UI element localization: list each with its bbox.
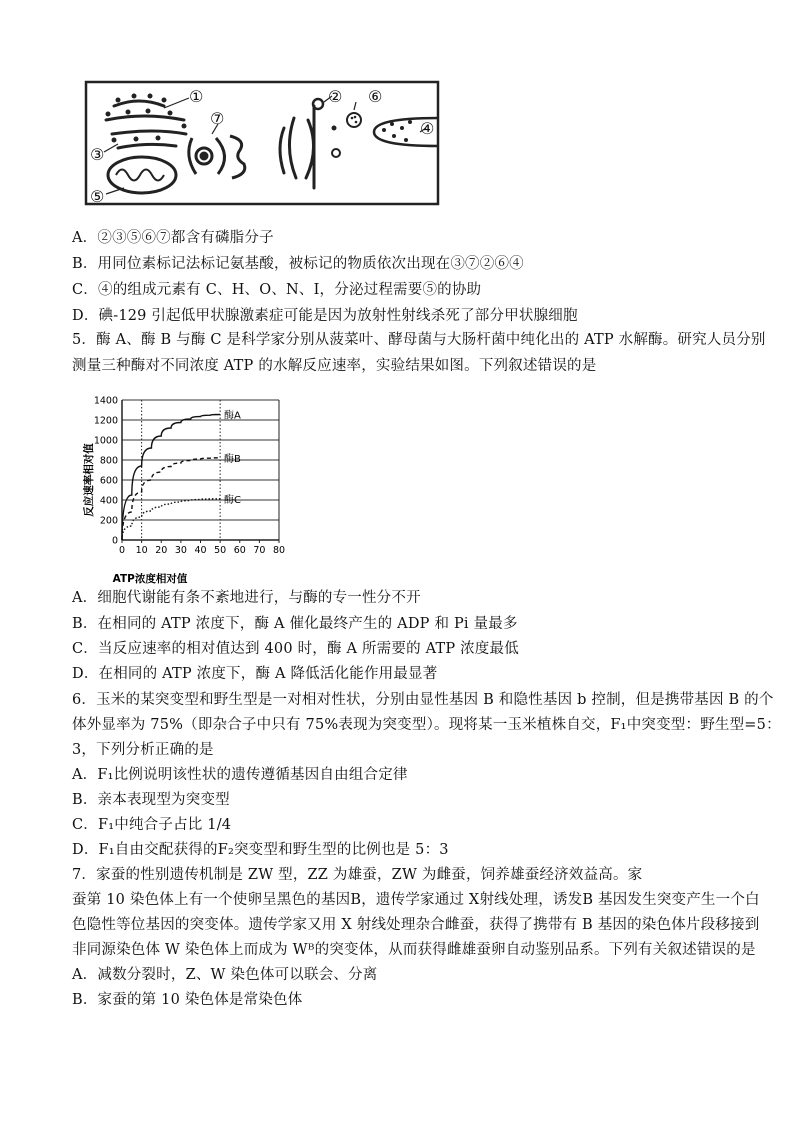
q6-stem-line-2: 体外显率为 75%（即杂合子中只有 75%表现为突变型）。现将某一玉米植株自交，F₁中突变型：野生型=5： [72, 717, 781, 733]
chart-xtick-label: 80 [272, 545, 286, 556]
q7-stem-line-1: 7．家蚕的性别遗传机制是 ZW 型，ZZ 为雄蚕，ZW 为雌蚕，饲养雄蚕经济效益高。家 [72, 867, 643, 883]
q6-option-d: D．F₁自由交配获得的F₂突变型和野生型的比例也是 5：3 [72, 842, 449, 858]
label-2: ② [328, 87, 343, 106]
chart-series-line [122, 499, 220, 540]
mitochondrion [108, 157, 176, 193]
chart-ytick-label: 1200 [93, 415, 118, 427]
q5-option-d: D．在相同的 ATP 浓度下，酶 A 降低活化能作用最显著 [72, 666, 438, 682]
label-5: ⑤ [90, 187, 105, 206]
chart-ytick-label: 200 [99, 515, 118, 527]
chart-xtick-label: 50 [214, 545, 227, 556]
chart-xtick-label: 20 [155, 545, 168, 556]
q6-option-c: C．F₁中纯合子占比 1/4 [72, 817, 232, 833]
chart-series-label: 酶A [224, 410, 241, 422]
chart-xtick-label: 70 [253, 545, 266, 556]
q4-option-d: D．碘-129 引起低甲状腺激素症可能是因为放射性射线杀死了部分甲状腺细胞 [72, 308, 578, 324]
q7-option-a: A．减数分裂时，Z、W 染色体可以联会、分离 [72, 967, 378, 983]
q7-option-b: B．家蚕的第 10 染色体是常染色体 [72, 992, 303, 1008]
chart-ytick-label: 600 [99, 475, 118, 487]
chart-ytick-label: 400 [99, 495, 118, 507]
label-3: ③ [90, 145, 105, 164]
q5-stem-line-2: 测量三种酶对不同浓度 ATP 的水解反应速率，实验结果如图。下列叙述错误的是 [72, 358, 597, 374]
q6-stem-line-1: 6．玉米的某突变型和野生型是一对相对性状，分别由显性基因 B 和隐性基因 b 控制，但是携带基因 B 的个 [72, 692, 774, 708]
q5-option-a: A．细胞代谢能有条不紊地进行，与酶的专一性分不开 [72, 590, 421, 606]
q6-option-a: A．F₁比例说明该性状的遗传遵循基因自由组合定律 [72, 767, 408, 783]
golgi-like-organelle [189, 136, 245, 178]
chart-ytick-label: 1400 [93, 395, 118, 407]
chart-series-label: 酶C [224, 494, 242, 506]
golgi-apparatus [280, 106, 314, 188]
chart-ytick-label: 800 [99, 455, 118, 467]
chart-series-label: 酶B [224, 453, 241, 465]
chart-ytick-label: 0 [111, 535, 118, 547]
chart-xlabel: ATP浓度相对值 [112, 573, 188, 585]
chart-xtick-label: 10 [135, 545, 148, 556]
chart-xtick-label: 60 [233, 545, 246, 556]
q4-option-c: C．④的组成元素有 C、H、O、N、I，分泌过程需要⑤的协助 [72, 282, 482, 298]
label-4: ④ [420, 119, 435, 138]
q5-option-b: B．在相同的 ATP 浓度下，酶 A 催化最终产生的 ADP 和 Pi 量最多 [72, 616, 518, 632]
chart-xtick-label: 40 [194, 545, 207, 556]
chart-series-line [122, 415, 220, 541]
chart-xtick-label: 30 [174, 545, 187, 556]
chart-ylabel: 反应速率相对值 [83, 443, 95, 517]
cell-organelle-figure [84, 78, 442, 208]
label-7: ⑦ [210, 109, 225, 128]
q5-option-c: C．当反应速率的相对值达到 400 时，酶 A 所需要的 ATP 浓度最低 [72, 641, 519, 657]
chart-xtick-label: 0 [118, 545, 126, 556]
q4-option-b: B．用同位素标记法标记氨基酸，被标记的物质依次出现在③⑦②⑥④ [72, 256, 524, 272]
q7-stem-line-4: 非同源染色体 W 染色体上而成为 Wᴮ的突变体，从而获得雌雄蚕卵自动鉴别品系。下列有关叙述错误的是 [72, 942, 756, 958]
enzyme-rate-chart [80, 390, 295, 585]
q6-stem-line-3: 3，下列分析正确的是 [72, 742, 214, 758]
q7-stem-line-3: 色隐性等位基因的突变体。遗传学家又用 X 射线处理杂合雌蚕，获得了携带有 B 基因的染色体片段移接到 [72, 917, 760, 933]
q6-option-b: B．亲本表现型为突变型 [72, 792, 230, 808]
q5-stem-line-1: 5．酶 A、酶 B 与酶 C 是科学家分别从菠菜叶、酵母菌与大肠杆菌中纯化出的 ATP 水解酶。研究人员分别 [72, 332, 766, 348]
rough-er [106, 101, 186, 148]
chart-ytick-label: 1000 [93, 435, 118, 447]
secretory-vesicle [347, 113, 361, 127]
q4-option-a: A．②③⑤⑥⑦都含有磷脂分子 [72, 230, 274, 246]
q7-stem-line-2: 蚕第 10 染色体上有一个使卵呈黑色的基因B，遗传学家通过 X射线处理，诱发B 基因发生突变产生一个白 [72, 892, 760, 908]
label-1: ① [189, 87, 204, 106]
label-6: ⑥ [368, 87, 383, 106]
